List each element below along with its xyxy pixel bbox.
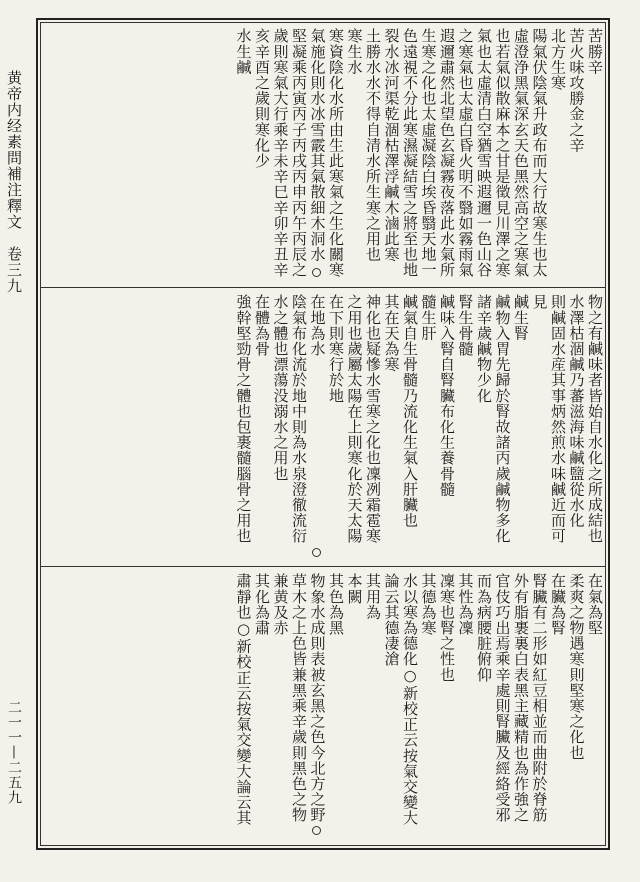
text-column: 其在天為寒 — [382, 294, 401, 372]
text-column: 寒生水 — [345, 28, 364, 75]
text-band-bottom — [44, 573, 604, 843]
text-column: 氣也太虛清白空猶雪映遐邇一色山谷 — [475, 28, 493, 278]
text-column: 苦火味攻勝金之辛 — [567, 28, 586, 153]
text-column: 苦勝辛 — [586, 28, 604, 75]
text-column: 水澤枯涸鹹乃蕃滋海味鹹盬從水化 — [567, 294, 586, 528]
text-column: 水以寒為德化○新校正云按氣交變大 — [401, 573, 419, 826]
text-column: 腎臟有二形如紅豆相並而曲附於脊筋 — [530, 573, 549, 823]
text-column: 凜寒也腎之性也 — [438, 573, 456, 683]
text-column: 則鹹固水産其事炳然煎水味鹹近而可 — [549, 294, 567, 544]
text-column: 兼黄及赤 — [271, 573, 290, 636]
text-column: 氣施化則水冰雪霰其氣散細木洞水 — [308, 28, 327, 262]
text-column: 本闕 — [345, 573, 364, 605]
text-column: 神化也疑慘水雪寒之化也凜冽霜雹寒 — [364, 294, 382, 544]
text-column: 北方生寒 — [549, 28, 567, 91]
text-column: 鹹氣自生骨髓乃流化生氣入肝臟也 — [401, 294, 419, 528]
text-column: 生寒之化也太虛凝陰白埃昏翳天地一 — [419, 28, 438, 278]
circle-mark — [312, 548, 321, 557]
text-column: 論云其德凄滄 — [382, 573, 401, 667]
text-column: 色遠視不分此寒濕凝結雪之將至也地 — [401, 28, 419, 278]
text-column: 官伎巧出焉乘辛處則腎臟及經絡受邪 — [493, 573, 512, 823]
text-column: 物象水成則表被玄黑之色今北方之野 — [308, 573, 327, 823]
text-band-top — [44, 28, 604, 284]
text-column: 在體為骨 — [253, 294, 271, 357]
text-column: 水生鹹 — [234, 28, 253, 75]
text-column: 其色為黑 — [327, 573, 345, 636]
text-column: 陰氣布化流於地中則為水泉澄徹流衍 — [290, 294, 308, 544]
book-title-margin: 黄帝内经素問補注釋文 卷三九 — [5, 70, 23, 294]
text-column: 肅靜也○新校正云按氣交變大論云其 — [234, 573, 253, 826]
text-column: 之用也歲屬太陽在上則寒化於天太陽 — [345, 294, 364, 544]
text-column: 鹹味入腎自腎臟布化生養骨髓 — [438, 294, 456, 497]
text-column: 物之有鹹味者皆始自水化之所成結也 — [586, 294, 604, 544]
text-column: 髓生肝 — [419, 294, 438, 341]
band-divider-1 — [40, 287, 606, 288]
text-column: 外有脂裹裏白表黑主藏精也為作強之 — [512, 573, 530, 823]
text-column: 陽氣伏陰氣升政布而大行故寒生也太 — [530, 28, 549, 278]
text-column: 在臟為腎 — [549, 573, 567, 636]
text-column: 諸辛歲鹹物少化 — [475, 294, 493, 404]
text-column: 柔爽之物遇寒則堅寒之化也 — [567, 573, 586, 761]
text-column: 堅凝乘丙寅丙子丙戌丙申丙午丙辰之 — [290, 28, 308, 278]
page-number-margin: 二一一—二五九 — [6, 700, 22, 805]
text-column: 其性為凜 — [456, 573, 475, 636]
text-column: 之寒氣也太虛白昏火明不翳如霧雨氣 — [456, 28, 475, 278]
text-column: 在氣為堅 — [586, 573, 604, 636]
circle-mark — [312, 268, 321, 277]
text-column: 虛澄浄黑氣深玄天色黑然高空之寒氣 — [512, 28, 530, 278]
text-column: 裂水冰河渠乾涸枯澤浮鹹木滷此寒 — [382, 28, 401, 262]
text-column: 在地為水 — [308, 294, 327, 357]
text-column: 其化為肅 — [253, 573, 271, 636]
text-column: 寒資陰化水所由生此寒氣之生化關寒 — [327, 28, 345, 278]
text-column: 強幹堅勁骨之體也包裹髓腦骨之用也 — [234, 294, 253, 544]
text-column: 鹹生腎 — [512, 294, 530, 341]
text-column: 其德為寒 — [419, 573, 438, 636]
text-column: 在下則寒行於地 — [327, 294, 345, 404]
text-column: 鹹物入胃先歸於腎故諸丙歲鹹物多化 — [493, 294, 512, 544]
text-column: 腎生骨髓 — [456, 294, 475, 357]
text-column: 亥辛酉之歲則寒化少 — [253, 28, 271, 169]
circle-mark — [312, 826, 321, 835]
text-column: 草木之上色皆兼黑乘辛歲則黑色之物 — [290, 573, 308, 823]
text-band-middle — [44, 294, 604, 562]
text-column: 土勝水水不得自清水所生寒之用也 — [364, 28, 382, 262]
text-column: 也若氣似散麻本之甘是徵見川澤之寒 — [493, 28, 512, 278]
text-column: 其用為 — [364, 573, 382, 620]
text-column: 而為病腰脏俯仰 — [475, 573, 493, 683]
text-column: 見 — [530, 294, 549, 310]
band-divider-2 — [40, 566, 606, 567]
text-column: 遐邇肅然北望色玄凝霧夜落此水氣所 — [438, 28, 456, 278]
text-column: 歲則寒氣大行乘辛未辛巳辛卯辛丑辛 — [271, 28, 290, 278]
text-column: 水之體也漂蕩没溺水之用也 — [271, 294, 290, 482]
